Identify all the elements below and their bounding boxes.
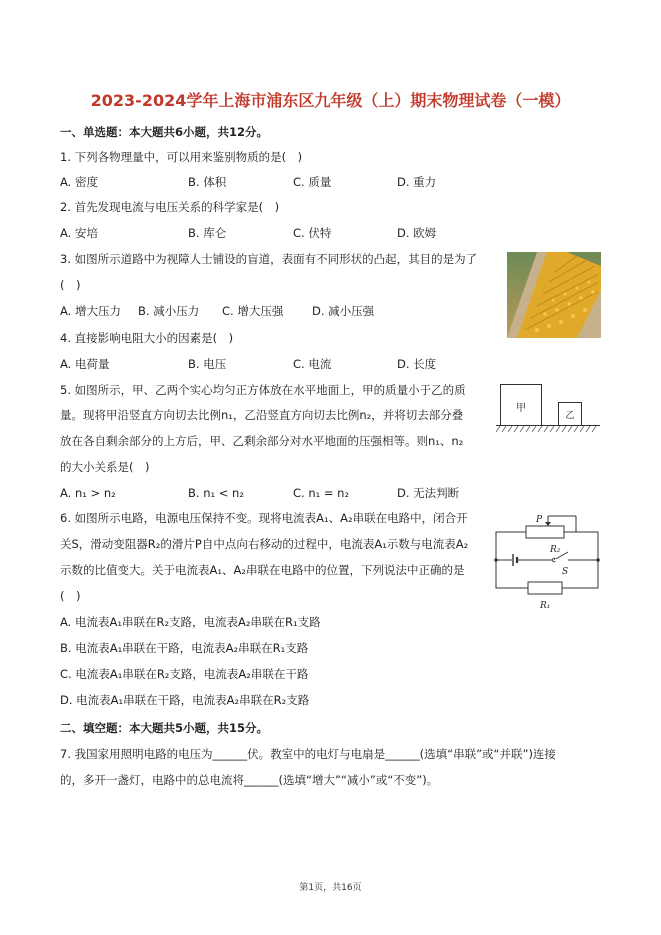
question-5-line-1: 5. 如图所示，甲、乙两个实心均匀正方体放在水平地面上，甲的质量小于乙的质	[60, 383, 466, 397]
question-7-line-2: 的，多开一盏灯，电路中的总电流将______(选填“增大”“减小”或“不变”)。	[60, 773, 439, 787]
q3-option-a: A. 增大压力	[60, 304, 121, 318]
q1-option-b: B. 体积	[188, 175, 227, 189]
q2-option-b: B. 库仑	[188, 226, 227, 240]
circuit-diagram	[492, 512, 602, 612]
question-6-line-4: ( )	[60, 589, 81, 603]
q6-option-a: A. 电流表A₁串联在R₂支路，电流表A₂串联在R₁支路	[60, 615, 321, 629]
cube-yi-label: 乙	[565, 411, 575, 421]
q4-option-b: B. 电压	[188, 357, 227, 371]
ground-hatching	[496, 425, 600, 435]
q4-option-d: D. 长度	[397, 357, 437, 371]
q4-option-a: A. 电荷量	[60, 357, 110, 371]
tactile-paving-photo	[507, 252, 601, 338]
q1-option-a: A. 密度	[60, 175, 98, 189]
question-5-line-2: 量。现将甲沿竖直方向切去比例n₁，乙沿竖直方向切去比例n₂，并将切去部分叠	[60, 408, 464, 422]
question-6-line-2: 关S，滑动变阻器R₂的滑片P自中点向右移动的过程中，电流表A₁示数与电流表A₂	[60, 537, 469, 551]
q5-option-b: B. n₁ < n₂	[188, 486, 244, 500]
cubes-diagram	[496, 380, 600, 436]
q5-option-a: A. n₁ > n₂	[60, 486, 116, 500]
cube-jia	[500, 384, 542, 426]
question-3-bracket: ( )	[60, 278, 81, 292]
cube-jia-label: 甲	[516, 403, 526, 414]
section-heading-1: 一、单选题：本大题共6小题，共12分。	[60, 125, 269, 139]
q1-option-c: C. 质量	[293, 175, 332, 189]
q5-option-d: D. 无法判断	[397, 486, 460, 500]
label-r2: R₂	[550, 545, 561, 555]
question-6-line-1: 6. 如图所示电路，电源电压保持不变。现将电流表A₁、A₂串联在电路中，闭合开	[60, 511, 468, 525]
q2-option-d: D. 欧姆	[397, 226, 437, 240]
q5-option-c: C. n₁ = n₂	[293, 486, 350, 500]
q2-option-a: A. 安培	[60, 226, 98, 240]
page-footer: 第1页，共16页	[299, 883, 362, 893]
question-6-line-3: 示数的比值变大。关于电流表A₁、A₂串联在电路中的位置，下列说法中正确的是	[60, 563, 465, 577]
question-3: 3. 如图所示道路中为视障人士铺设的盲道，表面有不同形状的凸起，其目的是为了	[60, 252, 478, 266]
q1-option-d: D. 重力	[397, 175, 437, 189]
question-2: 2. 首先发现电流与电压关系的科学家是( )	[60, 200, 280, 214]
q6-option-d: D. 电流表A₁串联在干路，电流表A₂串联在R₂支路	[60, 693, 310, 707]
q3-option-c: C. 增大压强	[222, 304, 284, 318]
q6-option-c: C. 电流表A₁串联在R₂支路，电流表A₂串联在干路	[60, 667, 309, 681]
q4-option-c: C. 电流	[293, 357, 332, 371]
q6-option-b: B. 电流表A₁串联在干路，电流表A₂串联在R₁支路	[60, 641, 309, 655]
cube-yi	[558, 402, 582, 426]
question-7-line-1: 7. 我国家用照明电路的电压为______伏。教室中的电灯与电扇是______(选填“串联”或“并联”)连接	[60, 747, 556, 761]
label-r1: R₁	[540, 601, 551, 611]
question-1: 1. 下列各物理量中，可以用来鉴别物质的是( )	[60, 150, 303, 164]
label-p: P	[536, 515, 543, 525]
question-5-line-4: 的大小关系是( )	[60, 460, 150, 474]
q3-option-b: B. 减小压力	[138, 304, 200, 318]
page-title: 2023-2024学年上海市浦东区九年级（上）期末物理试卷（一模）	[90, 91, 571, 110]
label-s: S	[562, 567, 569, 577]
section-heading-2: 二、填空题：本大题共5小题，共15分。	[60, 721, 269, 735]
question-5-line-3: 放在各自剩余部分的上方后，甲、乙剩余部分对水平地面的压强相等。则n₁、n₂	[60, 434, 464, 448]
q2-option-c: C. 伏特	[293, 226, 332, 240]
question-4: 4. 直接影响电阻大小的因素是( )	[60, 331, 234, 345]
q3-option-d: D. 减小压强	[312, 304, 375, 318]
